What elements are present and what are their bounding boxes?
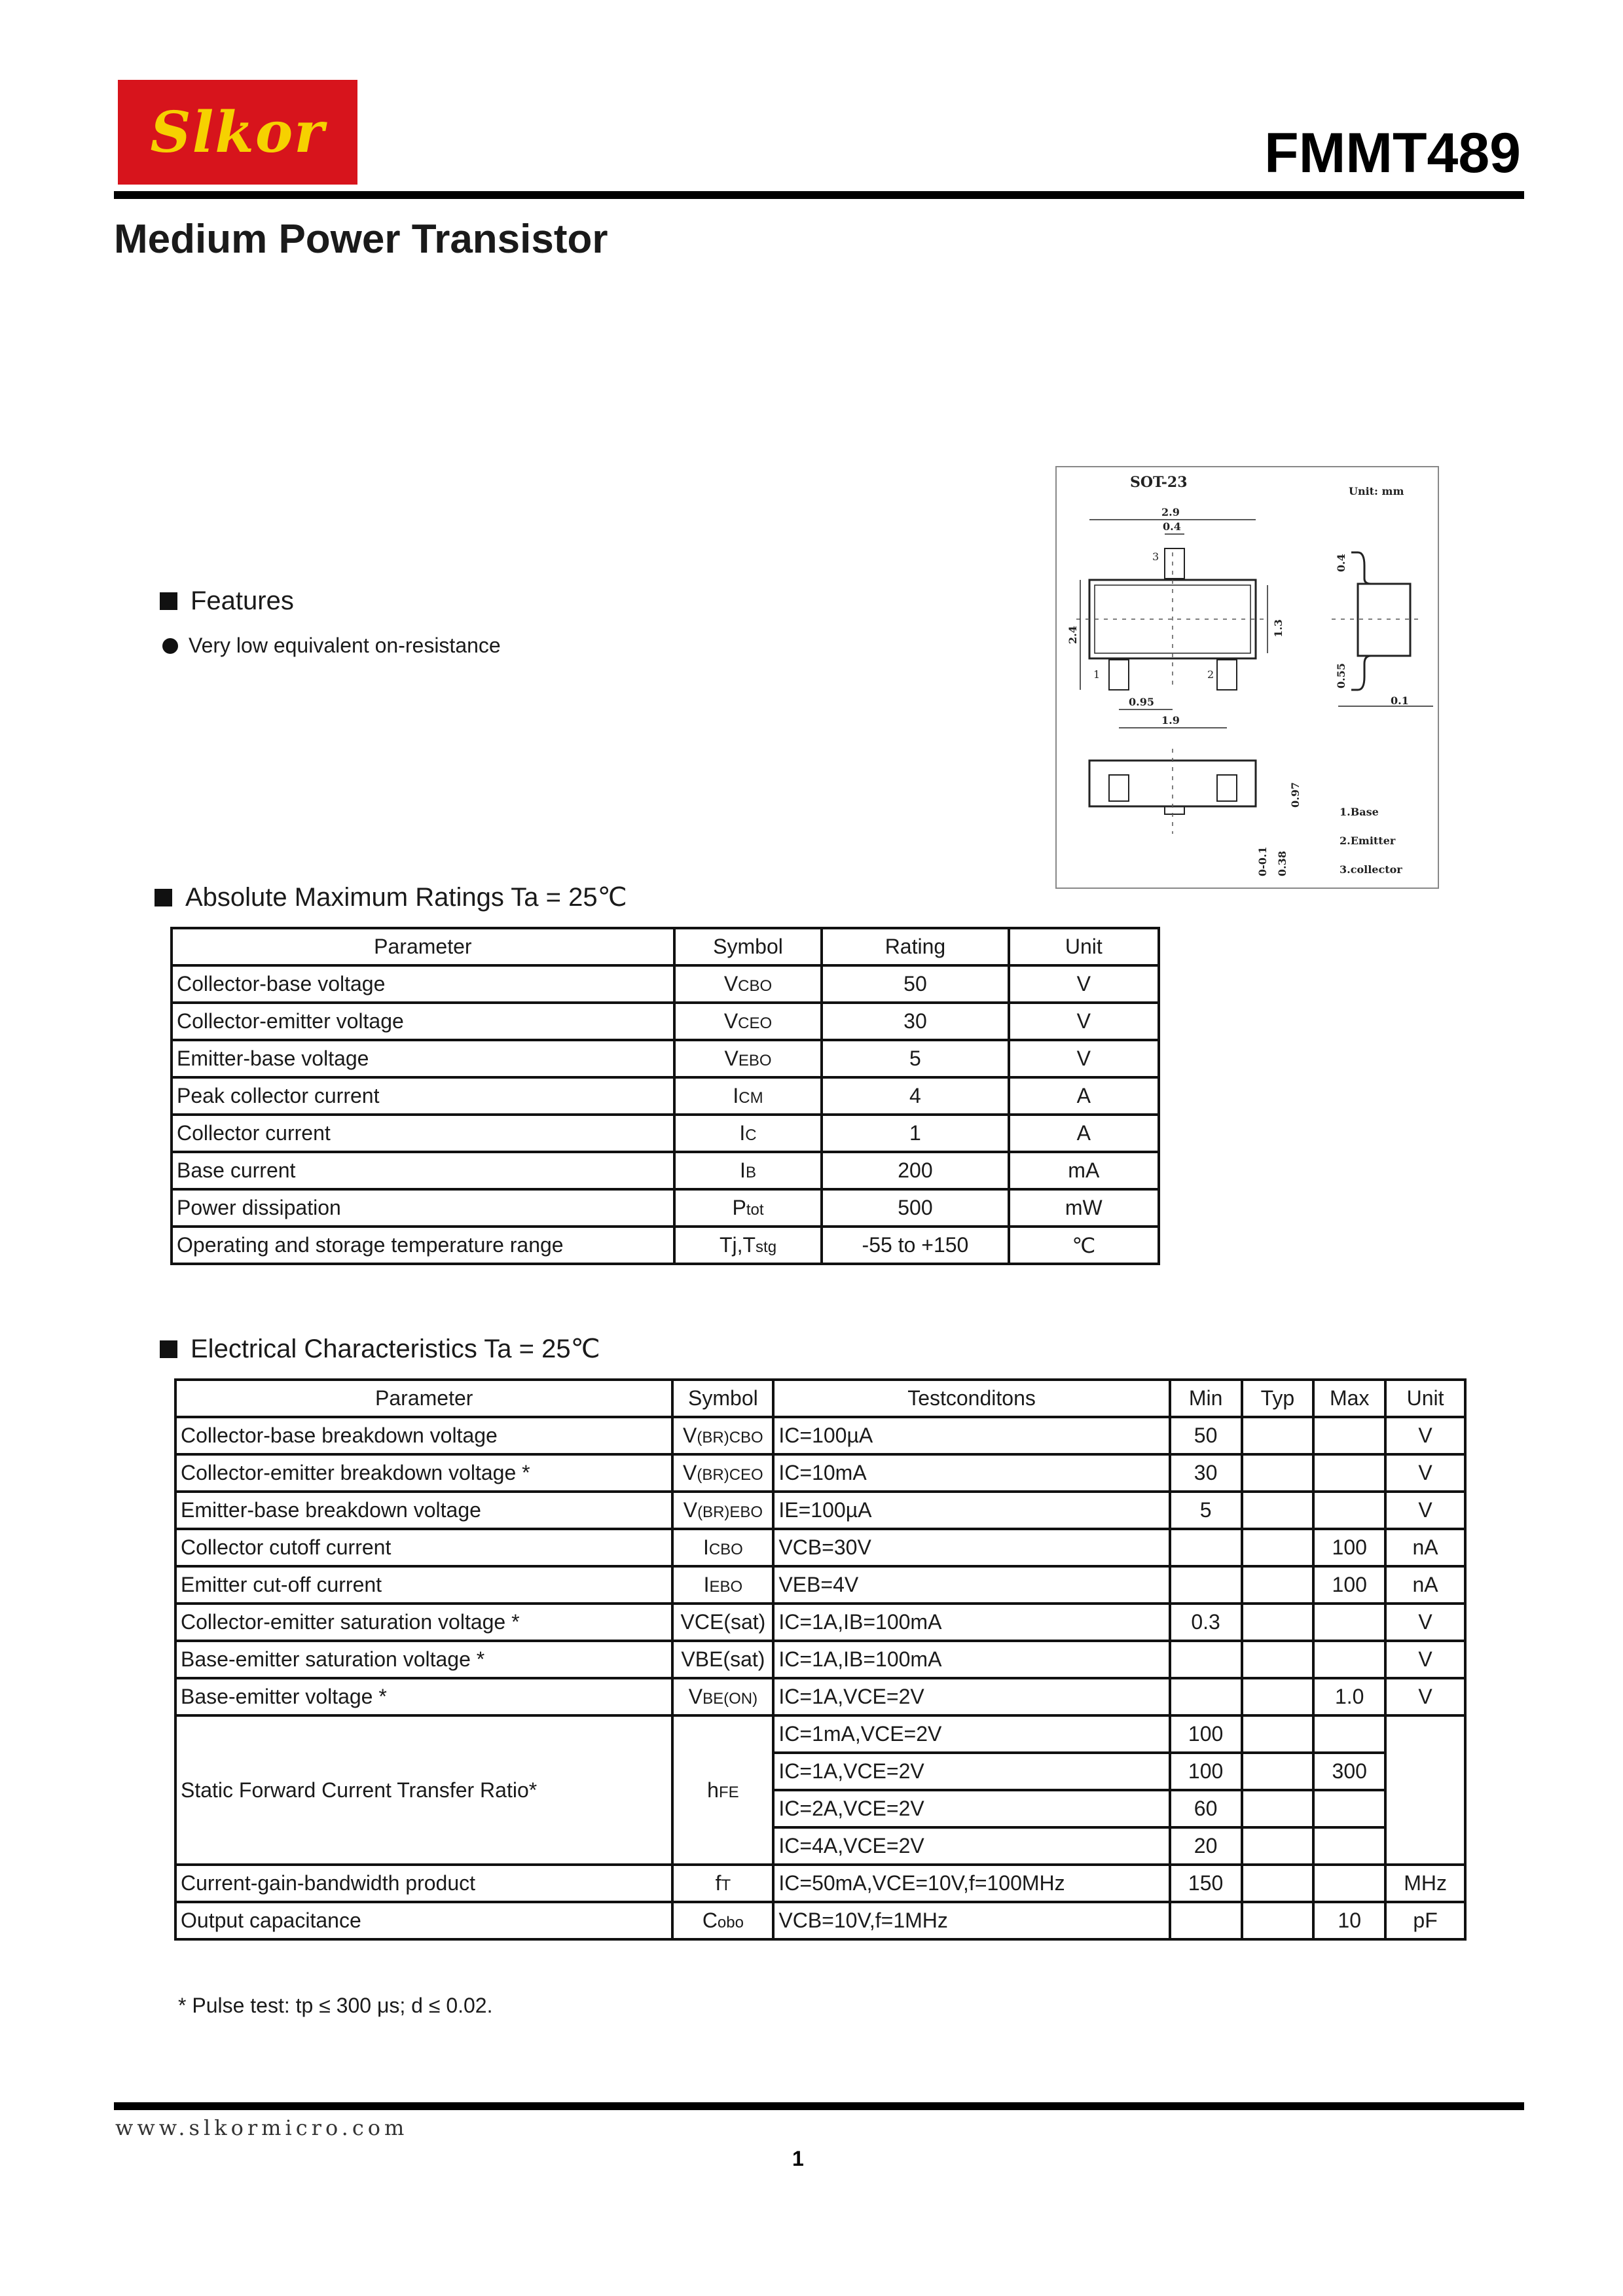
unit-cell: V: [1385, 1454, 1465, 1492]
abs-max-heading: [155, 882, 627, 912]
symbol-main: Tj,T: [719, 1233, 756, 1257]
unit-cell: V: [1385, 1492, 1465, 1529]
param-cell: Current-gain-bandwidth product: [175, 1865, 672, 1902]
col-typ: Typ: [1242, 1380, 1314, 1417]
condition-cell: IC=100µA: [773, 1417, 1169, 1454]
table-row: [175, 1566, 1465, 1604]
dim-width: 2.9: [1161, 506, 1180, 518]
top-view: [1067, 506, 1285, 728]
condition-cell: IC=1A,IB=100mA: [773, 1641, 1169, 1678]
condition-cell: IC=10mA: [773, 1454, 1169, 1492]
unit-cell: pF: [1385, 1902, 1465, 1939]
typ-cell: [1242, 1865, 1314, 1902]
max-cell: [1313, 1604, 1385, 1641]
col-rating: Rating: [822, 928, 1008, 965]
dim-foot: 0.55: [1335, 663, 1347, 689]
symbol-main: I: [702, 1535, 709, 1559]
param-cell: Base current: [172, 1152, 674, 1189]
typ-cell: [1242, 1492, 1314, 1529]
rating-cell: 50: [822, 965, 1008, 1003]
table-row: [175, 1417, 1465, 1454]
table-row: [175, 1865, 1465, 1902]
param-cell: Emitter-base breakdown voltage: [175, 1492, 672, 1529]
typ-cell: [1242, 1790, 1314, 1827]
dim-pitch: 0.95: [1129, 696, 1154, 708]
table-row: [175, 1604, 1465, 1641]
symbol-subscript: CBO: [708, 1541, 743, 1558]
pin-legend-collector: 3.collector: [1340, 863, 1402, 876]
footer-website: www.slkormicro.com: [115, 2115, 409, 2140]
features-heading: [160, 586, 294, 616]
min-cell: 50: [1170, 1417, 1242, 1454]
symbol-cell: [672, 1604, 773, 1641]
symbol-subscript: (BR)EBO: [697, 1503, 763, 1521]
unit-cell: MHz: [1385, 1865, 1465, 1902]
symbol-cell: [672, 1454, 773, 1492]
table-row: [175, 1902, 1465, 1939]
dim-lead: 0.4: [1163, 520, 1181, 533]
unit-cell: V: [1385, 1641, 1465, 1678]
unit-cell: V: [1385, 1417, 1465, 1454]
param-cell: Static Forward Current Transfer Ratio*: [175, 1715, 672, 1865]
symbol-cell: [674, 1003, 822, 1040]
dim-thick: 0.1: [1391, 694, 1409, 707]
symbol-cell: [672, 1865, 773, 1902]
dim-lead-height: 0.4: [1335, 554, 1347, 572]
elec-table: [174, 1378, 1467, 1941]
symbol-main: V: [688, 1685, 703, 1708]
symbol-subscript: EBO: [738, 1052, 772, 1069]
rating-cell: 500: [822, 1189, 1008, 1227]
table-row: [172, 1115, 1159, 1152]
max-cell: [1313, 1865, 1385, 1902]
symbol-subscript: (BR)CEO: [697, 1466, 763, 1484]
param-cell: Power dissipation: [172, 1189, 674, 1227]
col-unit: Unit: [1009, 928, 1159, 965]
condition-cell: IC=1A,IB=100mA: [773, 1604, 1169, 1641]
page-title: Medium Power Transistor: [114, 217, 608, 262]
package-unit: Unit: mm: [1349, 485, 1404, 497]
symbol-main: C: [702, 1909, 718, 1932]
symbol-main: VCE(sat): [680, 1610, 766, 1634]
typ-cell: [1242, 1827, 1314, 1865]
col-parameter: Parameter: [175, 1380, 672, 1417]
min-cell: 60: [1170, 1790, 1242, 1827]
typ-cell: [1242, 1529, 1314, 1566]
condition-cell: VCB=30V: [773, 1529, 1169, 1566]
rating-cell: 200: [822, 1152, 1008, 1189]
symbol-subscript: CBO: [738, 977, 773, 995]
symbol-cell: [674, 1152, 822, 1189]
min-cell: [1170, 1641, 1242, 1678]
min-cell: 150: [1170, 1865, 1242, 1902]
col-testconditions: Testconditons: [773, 1380, 1169, 1417]
pin-legend-base: 1.Base: [1340, 806, 1379, 818]
min-cell: [1170, 1902, 1242, 1939]
symbol-cell: [674, 965, 822, 1003]
param-cell: Collector-base voltage: [172, 965, 674, 1003]
col-symbol: Symbol: [672, 1380, 773, 1417]
unit-cell: A: [1009, 1077, 1159, 1115]
symbol-cell: [674, 1189, 822, 1227]
min-cell: 30: [1170, 1454, 1242, 1492]
table-row: [175, 1454, 1465, 1492]
condition-cell: VEB=4V: [773, 1566, 1169, 1604]
max-cell: [1313, 1454, 1385, 1492]
feature-item-text: Very low equivalent on-resistance: [189, 634, 501, 657]
unit-cell: nA: [1385, 1566, 1465, 1604]
symbol-cell: [674, 1040, 822, 1077]
table-row: [172, 1040, 1159, 1077]
max-cell: [1313, 1790, 1385, 1827]
symbol-cell: [674, 1227, 822, 1264]
symbol-main: I: [703, 1573, 710, 1596]
symbol-subscript: (BR)CBO: [697, 1429, 763, 1446]
symbol-subscript: CM: [739, 1089, 763, 1107]
round-bullet-icon: [162, 638, 178, 654]
param-cell: Emitter cut-off current: [175, 1566, 672, 1604]
param-cell: Collector-emitter voltage: [172, 1003, 674, 1040]
condition-cell: IC=50mA,VCE=10V,f=100MHz: [773, 1865, 1169, 1902]
table-row: [172, 1227, 1159, 1264]
unit-cell: mW: [1009, 1189, 1159, 1227]
symbol-subscript: BE(ON): [702, 1690, 758, 1708]
min-cell: 20: [1170, 1827, 1242, 1865]
symbol-main: I: [739, 1121, 746, 1145]
typ-cell: [1242, 1715, 1314, 1753]
col-parameter: Parameter: [172, 928, 674, 965]
symbol-subscript: B: [745, 1164, 756, 1181]
symbol-main: P: [732, 1196, 746, 1219]
condition-cell: IC=1A,VCE=2V: [773, 1678, 1169, 1715]
symbol-subscript: stg: [756, 1238, 777, 1256]
side-view: [1332, 552, 1433, 707]
symbol-main: f: [715, 1871, 721, 1895]
symbol-cell: [674, 1115, 822, 1152]
unit-cell: V: [1009, 1040, 1159, 1077]
max-cell: 1.0: [1313, 1678, 1385, 1715]
min-cell: 5: [1170, 1492, 1242, 1529]
rating-cell: 4: [822, 1077, 1008, 1115]
table-row: [175, 1492, 1465, 1529]
square-bullet-icon: [155, 889, 172, 906]
page-number: 1: [792, 2147, 804, 2170]
symbol-main: V: [683, 1498, 698, 1522]
symbol-main: I: [740, 1158, 746, 1182]
rating-cell: 30: [822, 1003, 1008, 1040]
dim-body-height: 2.4: [1067, 626, 1079, 644]
symbol-subscript: FE: [718, 1783, 739, 1801]
col-min: Min: [1170, 1380, 1242, 1417]
symbol-subscript: T: [721, 1876, 731, 1894]
front-view: [1089, 749, 1302, 876]
unit-cell: V: [1385, 1604, 1465, 1641]
unit-cell: mA: [1009, 1152, 1159, 1189]
symbol-main: V: [723, 1009, 739, 1033]
pin-number-3: 3: [1152, 550, 1159, 563]
col-symbol: Symbol: [674, 928, 822, 965]
max-cell: [1313, 1641, 1385, 1678]
typ-cell: [1242, 1902, 1314, 1939]
symbol-cell: [672, 1566, 773, 1604]
param-cell: Collector cutoff current: [175, 1529, 672, 1566]
dim-height: 0.97: [1289, 782, 1302, 808]
param-cell: Collector-emitter breakdown voltage *: [175, 1454, 672, 1492]
dim-span: 1.9: [1161, 714, 1180, 726]
abs-max-heading-text: Absolute Maximum Ratings Ta = 25℃: [185, 883, 627, 912]
rating-cell: 1: [822, 1115, 1008, 1152]
max-cell: 100: [1313, 1529, 1385, 1566]
condition-cell: IC=2A,VCE=2V: [773, 1790, 1169, 1827]
param-cell: Base-emitter saturation voltage *: [175, 1641, 672, 1678]
feature-item: [162, 634, 501, 658]
features-heading-text: Features: [191, 586, 294, 615]
min-cell: 100: [1170, 1753, 1242, 1790]
header-divider: [114, 191, 1524, 199]
condition-cell: IC=1A,VCE=2V: [773, 1753, 1169, 1790]
symbol-cell: [672, 1417, 773, 1454]
typ-cell: [1242, 1604, 1314, 1641]
part-number: FMMT489: [1264, 122, 1521, 185]
param-cell: Collector-base breakdown voltage: [175, 1417, 672, 1454]
max-cell: [1313, 1417, 1385, 1454]
symbol-main: V: [683, 1461, 697, 1484]
symbol-main: h: [707, 1778, 719, 1802]
company-logo: [118, 80, 357, 185]
symbol-cell: [672, 1492, 773, 1529]
condition-cell: VCB=10V,f=1MHz: [773, 1902, 1169, 1939]
param-cell: Operating and storage temperature range: [172, 1227, 674, 1264]
symbol-subscript: C: [745, 1126, 757, 1144]
param-cell: Collector-emitter saturation voltage *: [175, 1604, 672, 1641]
symbol-subscript: obo: [717, 1914, 744, 1931]
table-row: [175, 1715, 1465, 1753]
elec-heading: [160, 1334, 600, 1364]
symbol-subscript: tot: [746, 1201, 764, 1219]
symbol-main: V: [724, 1047, 739, 1070]
condition-cell: IE=100µA: [773, 1492, 1169, 1529]
unit-cell: A: [1009, 1115, 1159, 1152]
rating-cell: 5: [822, 1040, 1008, 1077]
table-row: [172, 1152, 1159, 1189]
square-bullet-icon: [160, 1340, 177, 1358]
unit-cell: [1385, 1715, 1465, 1865]
symbol-cell: [672, 1529, 773, 1566]
param-cell: Base-emitter voltage *: [175, 1678, 672, 1715]
table-row: [172, 965, 1159, 1003]
param-cell: Emitter-base voltage: [172, 1040, 674, 1077]
symbol-cell: [672, 1715, 773, 1865]
unit-cell: ℃: [1009, 1227, 1159, 1264]
symbol-cell: [672, 1902, 773, 1939]
symbol-main: VBE(sat): [681, 1647, 765, 1671]
typ-cell: [1242, 1678, 1314, 1715]
table-row: [172, 1003, 1159, 1040]
dim-standoff: 0-0.1: [1256, 846, 1269, 876]
min-cell: [1170, 1529, 1242, 1566]
logo-text: Slkor: [150, 99, 325, 166]
min-cell: [1170, 1566, 1242, 1604]
package-drawing: [1055, 466, 1439, 889]
unit-cell: nA: [1385, 1529, 1465, 1566]
typ-cell: [1242, 1753, 1314, 1790]
dim-lead-width: 0.38: [1276, 851, 1288, 876]
footer-divider: [114, 2102, 1524, 2110]
pulse-test-note: * Pulse test: tp ≤ 300 μs; d ≤ 0.02.: [178, 1994, 493, 2017]
condition-cell: IC=4A,VCE=2V: [773, 1827, 1169, 1865]
table-header-row: [172, 928, 1159, 965]
unit-cell: V: [1385, 1678, 1465, 1715]
min-cell: 0.3: [1170, 1604, 1242, 1641]
unit-cell: V: [1009, 1003, 1159, 1040]
param-cell: Output capacitance: [175, 1902, 672, 1939]
condition-cell: IC=1mA,VCE=2V: [773, 1715, 1169, 1753]
package-name: SOT-23: [1130, 474, 1188, 491]
param-cell: Collector current: [172, 1115, 674, 1152]
typ-cell: [1242, 1417, 1314, 1454]
symbol-main: I: [733, 1084, 739, 1107]
typ-cell: [1242, 1566, 1314, 1604]
symbol-main: V: [723, 972, 739, 996]
table-row: [172, 1077, 1159, 1115]
symbol-cell: [672, 1678, 773, 1715]
symbol-cell: [672, 1641, 773, 1678]
symbol-subscript: EBO: [709, 1578, 743, 1596]
min-cell: 100: [1170, 1715, 1242, 1753]
symbol-cell: [674, 1077, 822, 1115]
table-row: [172, 1189, 1159, 1227]
max-cell: 300: [1313, 1753, 1385, 1790]
typ-cell: [1242, 1454, 1314, 1492]
min-cell: [1170, 1678, 1242, 1715]
table-row: [175, 1529, 1465, 1566]
rating-cell: -55 to +150: [822, 1227, 1008, 1264]
col-unit: Unit: [1385, 1380, 1465, 1417]
typ-cell: [1242, 1641, 1314, 1678]
max-cell: [1313, 1492, 1385, 1529]
abs-max-table: [170, 927, 1160, 1265]
table-row: [175, 1678, 1465, 1715]
max-cell: [1313, 1827, 1385, 1865]
square-bullet-icon: [160, 592, 177, 610]
pin-number-2: 2: [1207, 668, 1214, 681]
col-max: Max: [1313, 1380, 1385, 1417]
elec-heading-text: Electrical Characteristics Ta = 25℃: [191, 1335, 600, 1363]
pin-legend-emitter: 2.Emitter: [1340, 834, 1396, 847]
table-row: [175, 1641, 1465, 1678]
max-cell: [1313, 1715, 1385, 1753]
table-header-row: [175, 1380, 1465, 1417]
pin-number-1: 1: [1093, 668, 1101, 681]
max-cell: 10: [1313, 1902, 1385, 1939]
symbol-subscript: CEO: [738, 1014, 773, 1032]
param-cell: Peak collector current: [172, 1077, 674, 1115]
dim-inner-height: 1.3: [1272, 619, 1285, 637]
symbol-main: V: [683, 1424, 697, 1447]
unit-cell: V: [1009, 965, 1159, 1003]
max-cell: 100: [1313, 1566, 1385, 1604]
